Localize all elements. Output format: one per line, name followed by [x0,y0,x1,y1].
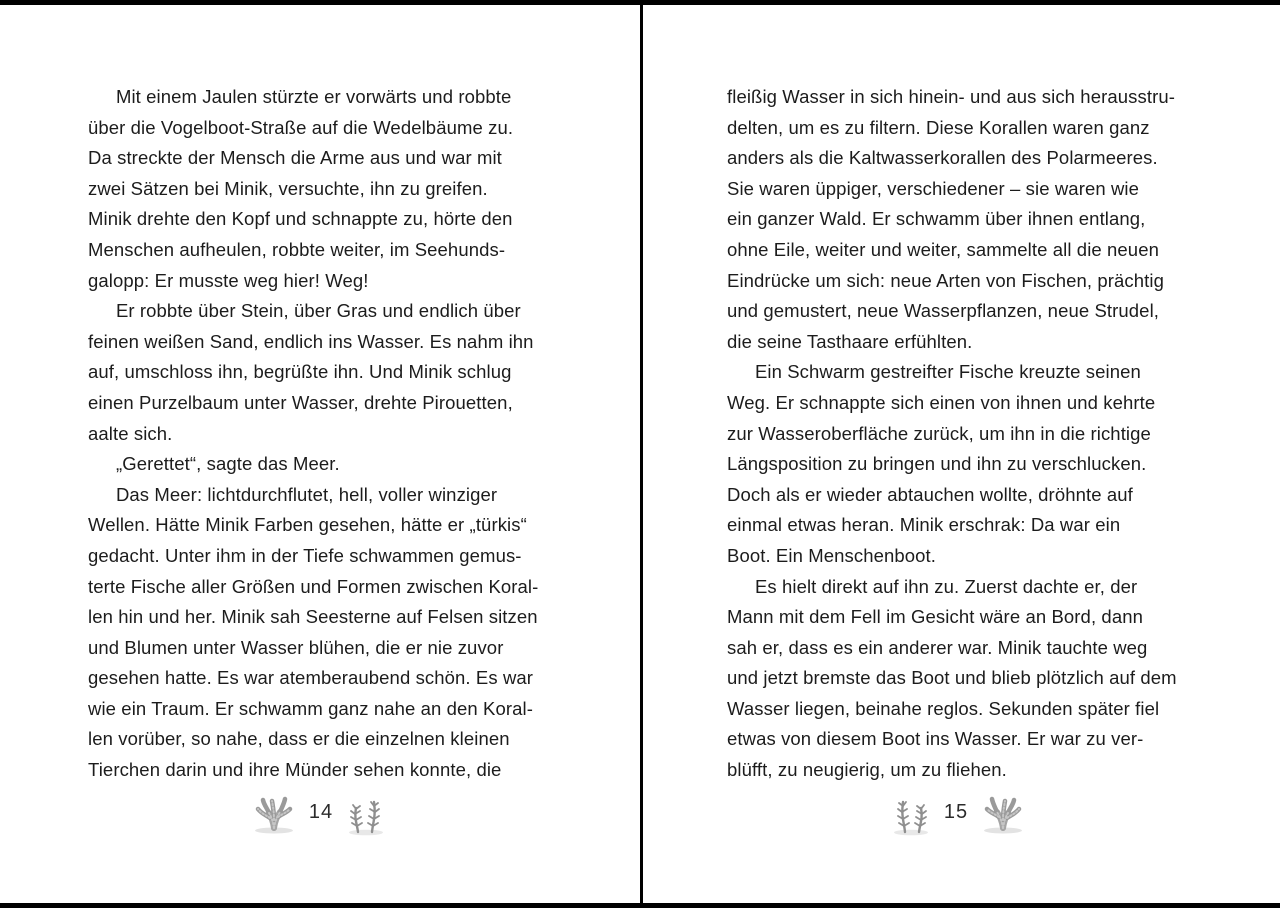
text-line: Es hielt direkt auf ihn zu. Zuerst dachte er, der [727,575,1138,597]
text-line: aalte sich. [88,422,173,444]
text-line: terte Fische aller Größen und Formen zwischen Koral- [88,575,539,597]
text-line: feinen weißen Sand, endlich ins Wasser. Es nahm ihn [88,330,534,352]
text-line: Mann mit dem Fell im Gesicht wäre an Bord, dann [727,606,1143,628]
text-line: ein ganzer Wald. Er schwamm über ihnen entlang, [727,208,1146,230]
book-page-right [727,82,1189,786]
text-line: Längsposition zu bringen und ihn zu verschlucken. [727,453,1147,475]
page-divider [640,0,643,908]
page-footer-right [727,783,1189,841]
text-line: blüfft, zu neugierig, um zu fliehen. [727,759,1007,781]
text-line: galopp: Er musste weg hier! Weg! [88,269,369,291]
page-number: 14 [308,800,334,823]
text-line: anders als die Kaltwasserkorallen des Polarmeeres. [727,147,1158,169]
text-line: Wasser liegen, beinahe reglos. Sekunden später fiel [727,697,1160,719]
text-line: len hin und her. Minik sah Seesterne auf Felsen sitzen [88,606,538,628]
text-line: zur Wasseroberfläche zurück, um ihn in die richtige [727,422,1151,444]
text-line: auf, umschloss ihn, begrüßte ihn. Und Minik schlug [88,361,512,383]
text-line: einmal etwas heran. Minik erschrak: Da war ein [727,514,1121,536]
page-footer-left [88,783,550,841]
text-line: Menschen aufheulen, robbte weiter, im Seehunds- [88,238,506,260]
text-line: fleißig Wasser in sich hinein- und aus sich herausstru- [727,86,1175,107]
text-line: sah er, dass es ein anderer war. Minik tauchte weg [727,636,1148,658]
text-line: Da streckte der Mensch die Arme aus und war mit [88,147,502,169]
text-line: Das Meer: lichtdurchflutet, hell, voller winziger [88,483,498,505]
text-line: Doch als er wieder abtauchen wollte, dröhnte auf [727,483,1133,505]
coral-icon [251,790,297,834]
text-line: und gemustert, neue Wasserpflanzen, neue Strudel, [727,300,1160,322]
text-line: etwas von diesem Boot ins Wasser. Er war zu ver- [727,728,1144,750]
text-line: die seine Tasthaare erfühlten. [727,330,973,352]
text-line: gesehen hatte. Es war atemberaubend schön. Es war [88,667,534,689]
text-line: Sie waren üppiger, verschiedener – sie waren wie [727,177,1140,199]
book-page-left [88,82,550,786]
text-line: delten, um es zu filtern. Diese Korallen waren ganz [727,116,1150,138]
seaweed-icon [345,788,387,836]
text-line: Boot. Ein Menschenboot. [727,544,937,566]
text-line: Tierchen darin und ihre Münder sehen konnte, die [88,759,502,781]
text-line: über die Vogelboot-Straße auf die Wedelbäume zu. [88,116,514,138]
text-line: einen Purzelbaum unter Wasser, drehte Pirouetten, [88,391,513,413]
text-line: „Gerettet“, sagte das Meer. [88,453,340,475]
text-line: und jetzt bremste das Boot und blieb plötzlich auf dem [727,667,1177,689]
seaweed-icon [890,788,932,836]
text-line: gedacht. Unter ihm in der Tiefe schwammen gemus- [88,544,522,566]
text-line: zwei Sätzen bei Minik, versuchte, ihn zu greifen. [88,177,488,199]
text-line: Mit einem Jaulen stürzte er vorwärts und robbte [88,86,512,107]
text-line: wie ein Traum. Er schwamm ganz nahe an den Koral- [88,697,533,719]
text-line: Weg. Er schnappte sich einen von ihnen und kehrte [727,391,1156,413]
coral-icon [980,790,1026,834]
text-line: Wellen. Hätte Minik Farben gesehen, hätte er „türkis“ [88,514,527,536]
text-line: und Blumen unter Wasser blühen, die er nie zuvor [88,636,504,658]
text-line: Minik drehte den Kopf und schnappte zu, hörte den [88,208,513,230]
text-line: len vorüber, so nahe, dass er die einzelnen kleinen [88,728,510,750]
text-line: Eindrücke um sich: neue Arten von Fischen, prächtig [727,269,1164,291]
text-line: Er robbte über Stein, über Gras und endlich über [88,300,521,322]
page-number: 15 [943,800,969,823]
text-line: Ein Schwarm gestreifter Fische kreuzte seinen [727,361,1141,383]
text-line: ohne Eile, weiter und weiter, sammelte all die neuen [727,238,1159,260]
